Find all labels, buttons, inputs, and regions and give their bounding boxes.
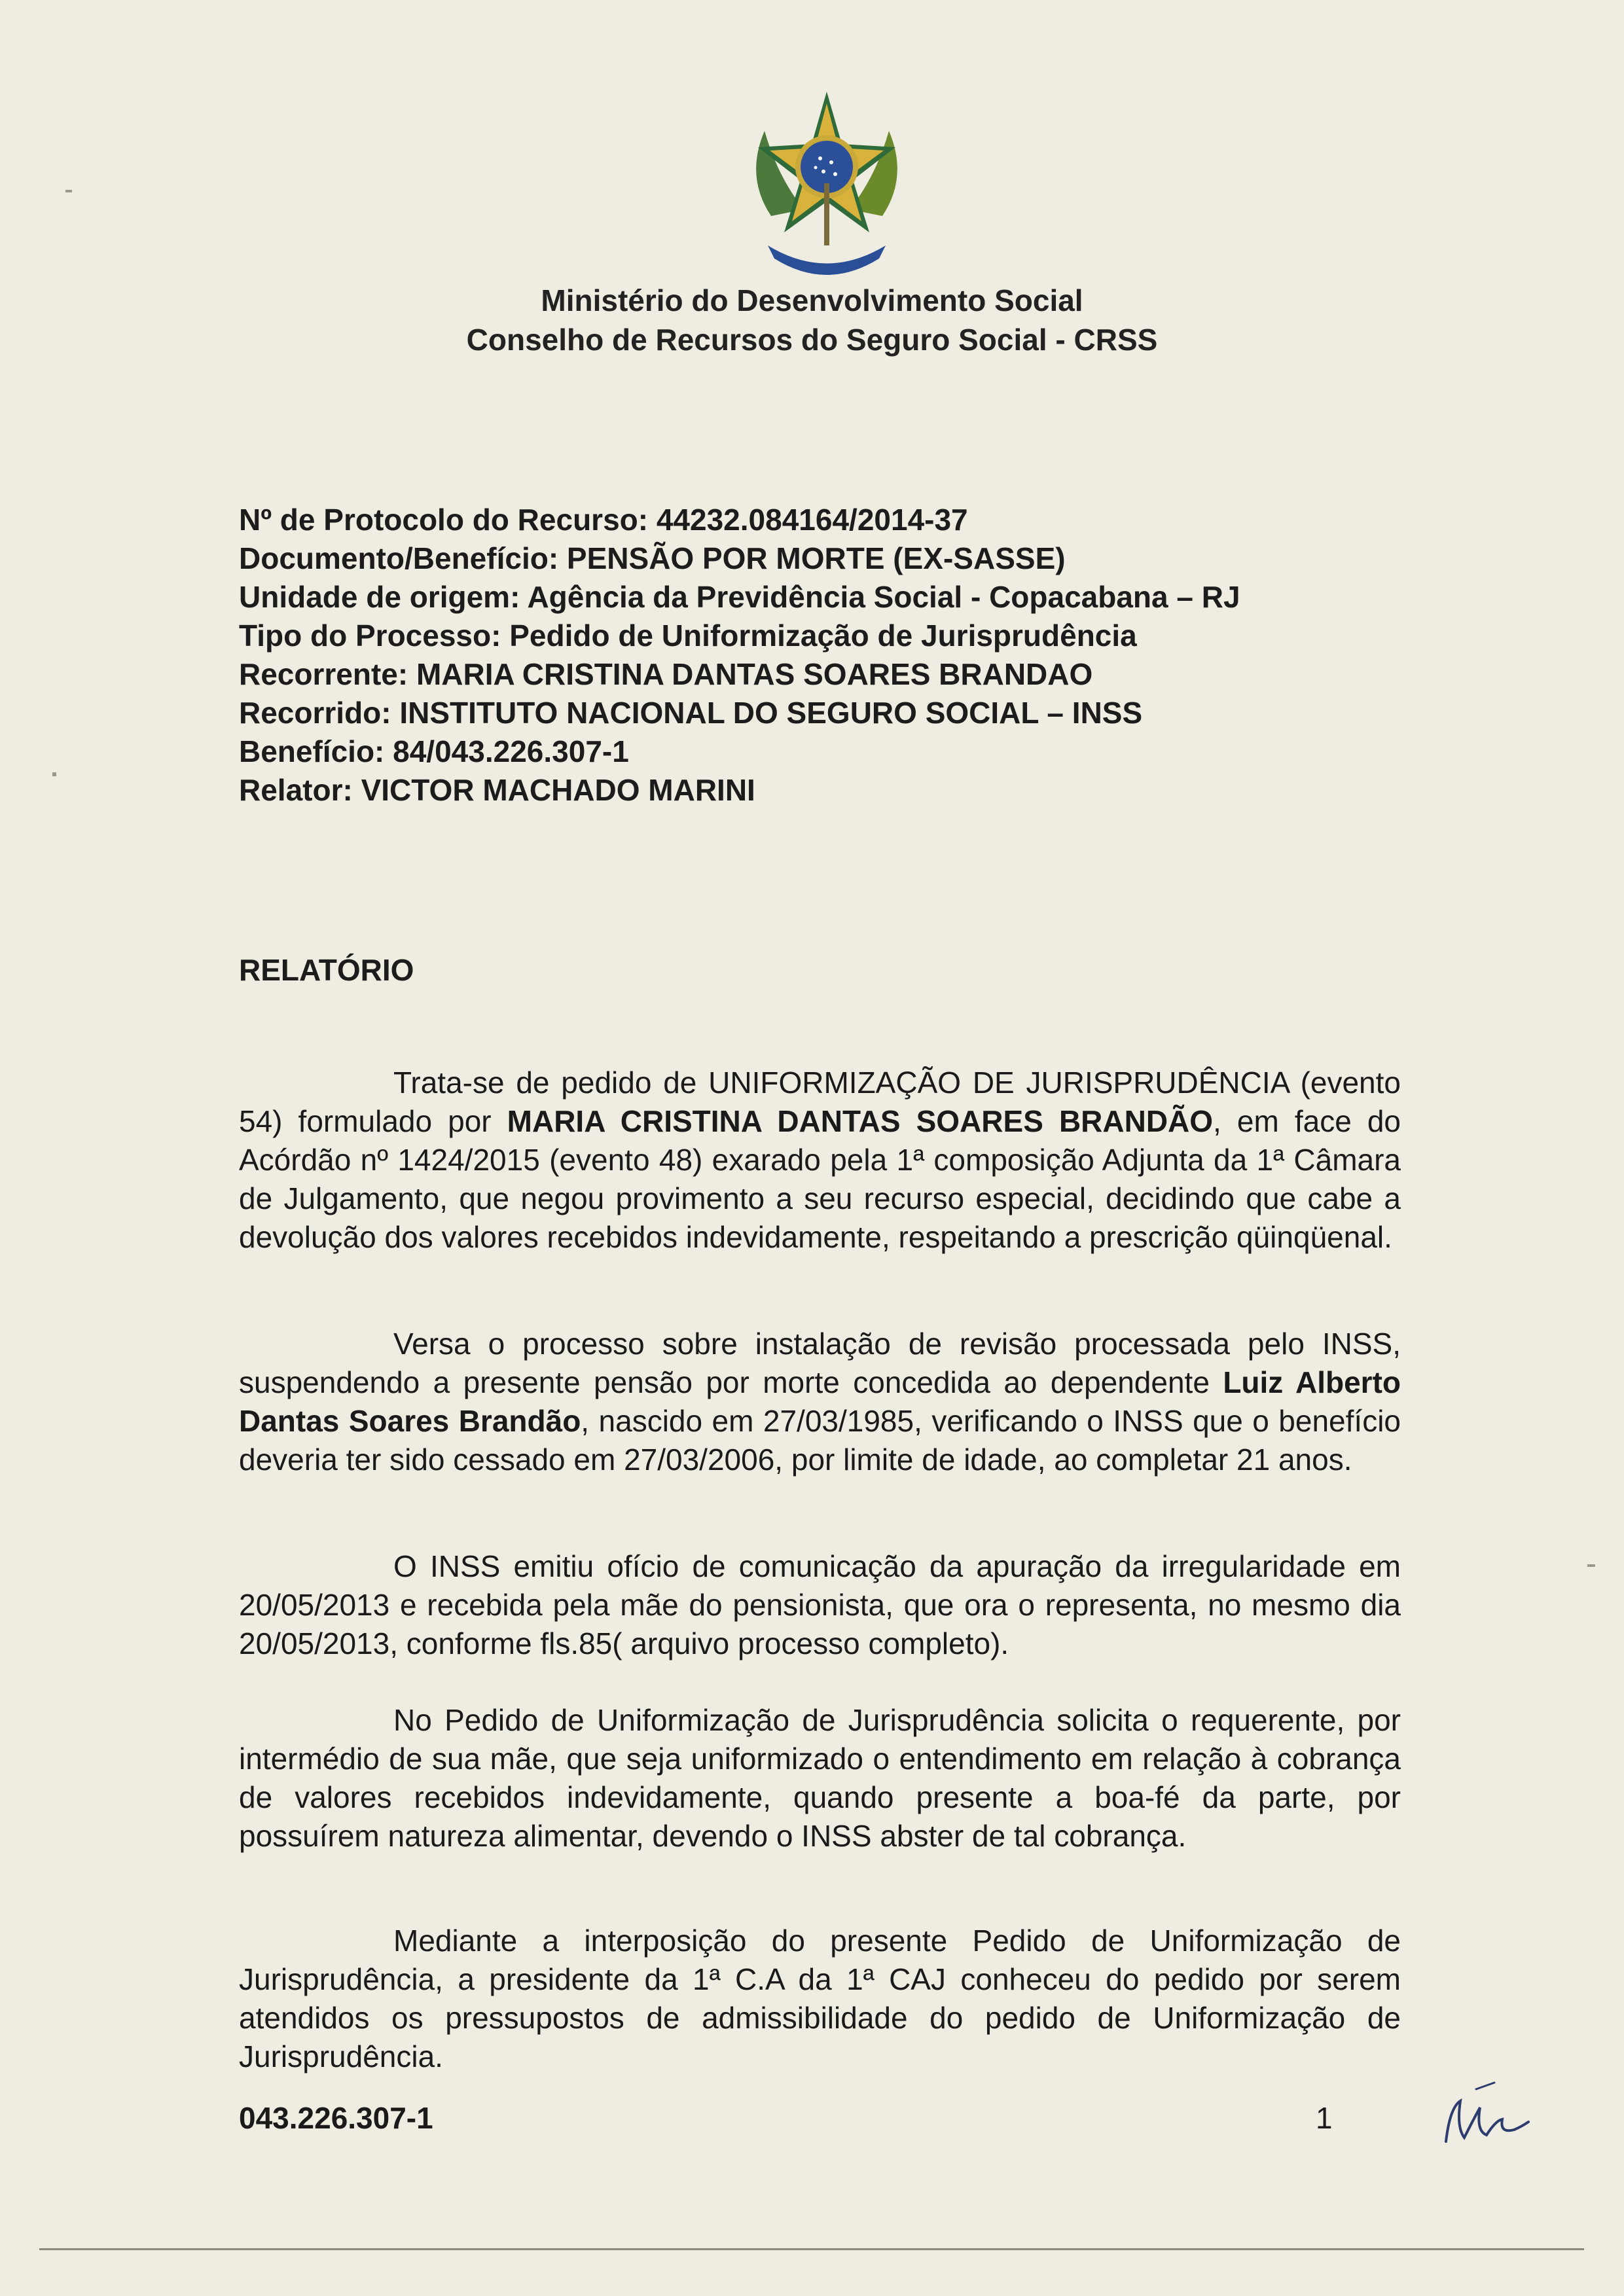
paragraph-1-text-a: Trata-se de pedido de UNIFORMIZAÇÃO DE JURISPRUDÊNCIA (evento 54) formulado por: [239, 1066, 1401, 1138]
paragraph-5: [239, 1922, 1401, 2076]
origin-unit: Unidade de origem: Agência da Previdência Social - Copacabana – RJ: [239, 580, 1240, 614]
brazil-coat-of-arms-icon: [732, 85, 922, 281]
page-number: 1: [1316, 2101, 1333, 2135]
paragraph-1: [239, 1064, 1401, 1257]
rapporteur: Relator: VICTOR MACHADO MARINI: [239, 773, 755, 807]
handwritten-signature-icon: [1437, 2081, 1535, 2153]
scan-speck: [65, 190, 72, 192]
process-type: Tipo do Processo: Pedido de Uniformização de Jurisprudência: [239, 619, 1137, 653]
scan-speck: [1587, 1564, 1595, 1567]
paragraph-3: [239, 1547, 1401, 1663]
document-benefit: Documento/Benefício: PENSÃO POR MORTE (EX-SASSE): [239, 541, 1066, 575]
paragraph-2-name: Luiz Alberto Dantas Soares Brandão: [239, 1365, 1401, 1438]
paragraph-1-text-c: , em face do Acórdão nº 1424/2015 (evento 48) exarado pela 1ª composição Adjunta da 1ª Câmara de Julgamento, que negou provimento a seu recurso especial, decidindo que cabe a devolução dos valores recebidos indevidamente, respeitando a prescrição qüinqüenal.: [239, 1104, 1401, 1254]
section-title: RELATÓRIO: [239, 953, 414, 987]
case-info-block: [239, 501, 1417, 810]
paragraph-3-text: O INSS emitiu ofício de comunicação da apuração da irregularidade em 20/05/2013 e recebida pela mãe do pensionista, que ora o representa, no mesmo dia 20/05/2013, conforme fls.85( arquivo processo completo).: [239, 1549, 1401, 1660]
scan-speck: [52, 772, 56, 776]
appellant: Recorrente: MARIA CRISTINA DANTAS SOARES BRANDAO: [239, 657, 1093, 691]
benefit-number: Benefício: 84/043.226.307-1: [239, 734, 629, 768]
ministry-title: Ministério do Desenvolvimento Social: [541, 283, 1083, 317]
bottom-rule: [39, 2248, 1584, 2250]
protocol-number: Nº de Protocolo do Recurso: 44232.084164/2014-37: [239, 503, 968, 537]
paragraph-5-text: Mediante a interposição do presente Pedido de Uniformização de Jurisprudência, a presidente da 1ª C.A da 1ª CAJ conheceu do pedido por serem atendidos os pressupostos de admissibilidade do pedido de Uniformização de Jurisprudência.: [239, 1924, 1401, 2073]
appellee: Recorrido: INSTITUTO NACIONAL DO SEGURO SOCIAL – INSS: [239, 696, 1143, 730]
footer-benefit-ref: 043.226.307-1: [239, 2101, 433, 2135]
paragraph-2: [239, 1325, 1401, 1479]
paragraph-2-text-a: Versa o processo sobre instalação de revisão processada pelo INSS, suspendendo a presente pensão por morte concedida ao dependente: [239, 1327, 1401, 1399]
paragraph-1-name: MARIA CRISTINA DANTAS SOARES BRANDÃO: [507, 1104, 1214, 1138]
paragraph-4-text: No Pedido de Uniformização de Jurisprudência solicita o requerente, por intermédio de sua mãe, que seja uniformizado o entendimento em relação à cobrança de valores recebidos indevidamente, quando presente a boa-fé da parte, por possuírem natureza alimentar, devendo o INSS abster de tal cobrança.: [239, 1703, 1401, 1853]
council-title: Conselho de Recursos do Seguro Social - CRSS: [466, 323, 1158, 357]
paragraph-2-text-c: , nascido em 27/03/1985, verificando o INSS que o benefício deveria ter sido cessado em 27/03/2006, por limite de idade, ao completar 21 anos.: [239, 1404, 1401, 1477]
paragraph-4: [239, 1701, 1401, 1856]
